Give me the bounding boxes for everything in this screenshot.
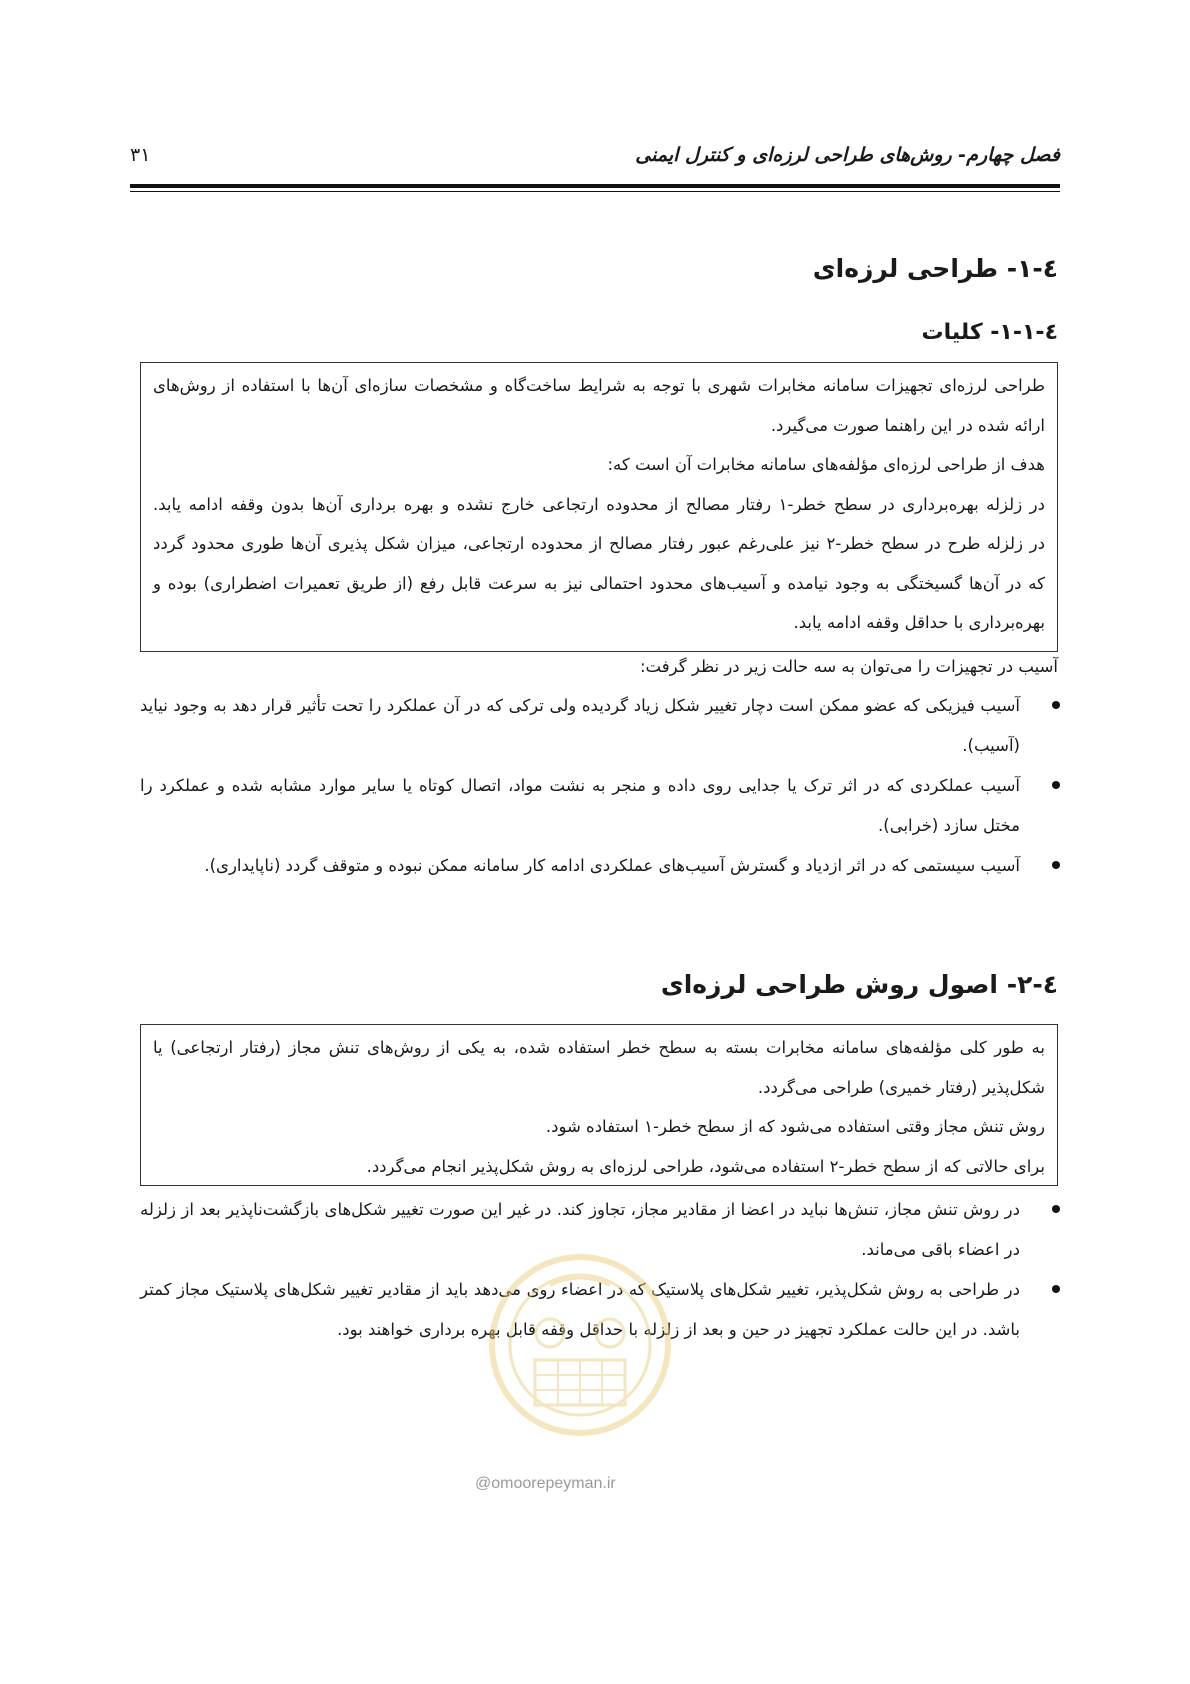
bullet-icon — [1052, 1205, 1060, 1213]
box-line: در زلزله بهره‌برداری در سطح خطر-١ رفتار مصالح از محدوده ارتجاعی خارج نشده و بهره برداری آن‌ها بدون وقفه ادامه یابد. — [153, 494, 1045, 514]
damage-intro-text: آسیب در تجهیزات را می‌توان به سه حالت زیر در نظر گرفت: — [640, 657, 1058, 676]
box-line: بهره‌برداری با حداقل وقفه ادامه یابد. — [793, 613, 1045, 632]
box-line: برای حالاتی که از سطح خطر-٢ استفاده می‌شود، طراحی لرزه‌ای به روش شکل‌پذیر انجام می‌گردد. — [366, 1156, 1045, 1176]
bullet-icon — [1052, 1285, 1060, 1293]
list-item: آسیب فیزیکی که عضو ممکن است دچار تغییر شکل زیاد گردیده ولی ترکی که در آن عملکرد را تحت تأثیر قرار دهد به وجود نیاید (آسیب). — [140, 686, 1070, 766]
page-number: ۳۱ — [130, 144, 151, 166]
box-line: ارائه شده در این راهنما صورت می‌گیرد. — [770, 415, 1045, 435]
section-heading-4-2: ٤-٢- اصول روش طراحی لرزه‌ای — [660, 970, 1058, 999]
list-item: آسیب عملکردی که در اثر ترک یا جدایی روی داده و منجر به نشت مواد، اتصال کوتاه یا سایر موارد مشابه شده و عملکرد را مختل سازد (خرابی). — [140, 766, 1070, 846]
header-rule-thick — [130, 184, 1060, 188]
box-line: به طور کلی مؤلفه‌های سامانه مخابرات بسته به سطح خطر استفاده شده، به یکی از روش‌های تنش مجاز (رفتار ارتجاعی) یا — [153, 1038, 1045, 1057]
damage-types-list — [140, 686, 1070, 886]
watermark-caption: @omoorepeyman.ir — [475, 1475, 616, 1492]
bullet-icon — [1052, 781, 1060, 789]
list-item: در روش تنش مجاز، تنش‌ها نباید در اعضا از مقادیر مجاز، تجاوز کند. در غیر این صورت تغییر شکل‌های بازگشت‌ناپذیر بعد از زلزله در اعضاء باقی می‌ماند. — [140, 1190, 1070, 1270]
page-header — [130, 140, 1060, 170]
design-principles-box — [140, 1024, 1058, 1186]
subsection-heading-4-1-1: ٤-١-١- کلیات — [921, 320, 1058, 345]
header-rule-thin — [130, 191, 1060, 192]
box-line: شکل‌پذیر (رفتار خمیری) طراحی می‌گردد. — [757, 1077, 1045, 1097]
box-line: که در آن‌ها گسیختگی به وجود نیامده و آسیب‌های محدود احتمالی نیز به سرعت قابل رفع (از طریق تعمیرات اضطراری) بوده و — [153, 573, 1045, 593]
box-line: طراحی لرزه‌ای تجهیزات سامانه مخابرات شهری با توجه به شرایط ساخت‌گاه و مشخصات سازه‌ای آن‌ها با استفاده از روش‌های — [153, 376, 1045, 395]
box-line: در زلزله طرح در سطح خطر-٢ نیز علی‌رغم عبور رفتار مصالح از محدوده ارتجاعی، میزان شکل پذیری آن‌ها طوری محدود گردد — [153, 534, 1045, 553]
box-line: روش تنش مجاز وقتی استفاده می‌شود که از سطح خطر-١ استفاده شود. — [545, 1117, 1045, 1136]
list-item: آسیب سیستمی که در اثر ازدیاد و گسترش آسیب‌های عملکردی ادامه کار سامانه ممکن نبوده و متوقف گردد (ناپایداری). — [140, 846, 1070, 886]
general-info-box — [140, 362, 1058, 652]
bullet-icon — [1052, 861, 1060, 869]
design-methods-list — [140, 1190, 1070, 1350]
section-heading-4-1: ٤-١- طراحی لرزه‌ای — [812, 254, 1058, 283]
list-item: در طراحی به روش شکل‌پذیر، تغییر شکل‌های پلاستیک که در اعضاء روی می‌دهد باید از مقادیر تغییر شکل‌های پلاستیک مجاز کمتر باشد. در این حالت عملکرد تجهیز در حین و بعد از زلزله با حداقل وقفه قابل بهره برداری خواهند بود. — [140, 1270, 1070, 1350]
chapter-title: فصل چهارم- روش‌های طراحی لرزه‌ای و کنترل ایمنی — [635, 144, 1060, 166]
bullet-icon — [1052, 701, 1060, 709]
box-line: هدف از طراحی لرزه‌ای مؤلفه‌های سامانه مخابرات آن است که: — [607, 455, 1045, 474]
